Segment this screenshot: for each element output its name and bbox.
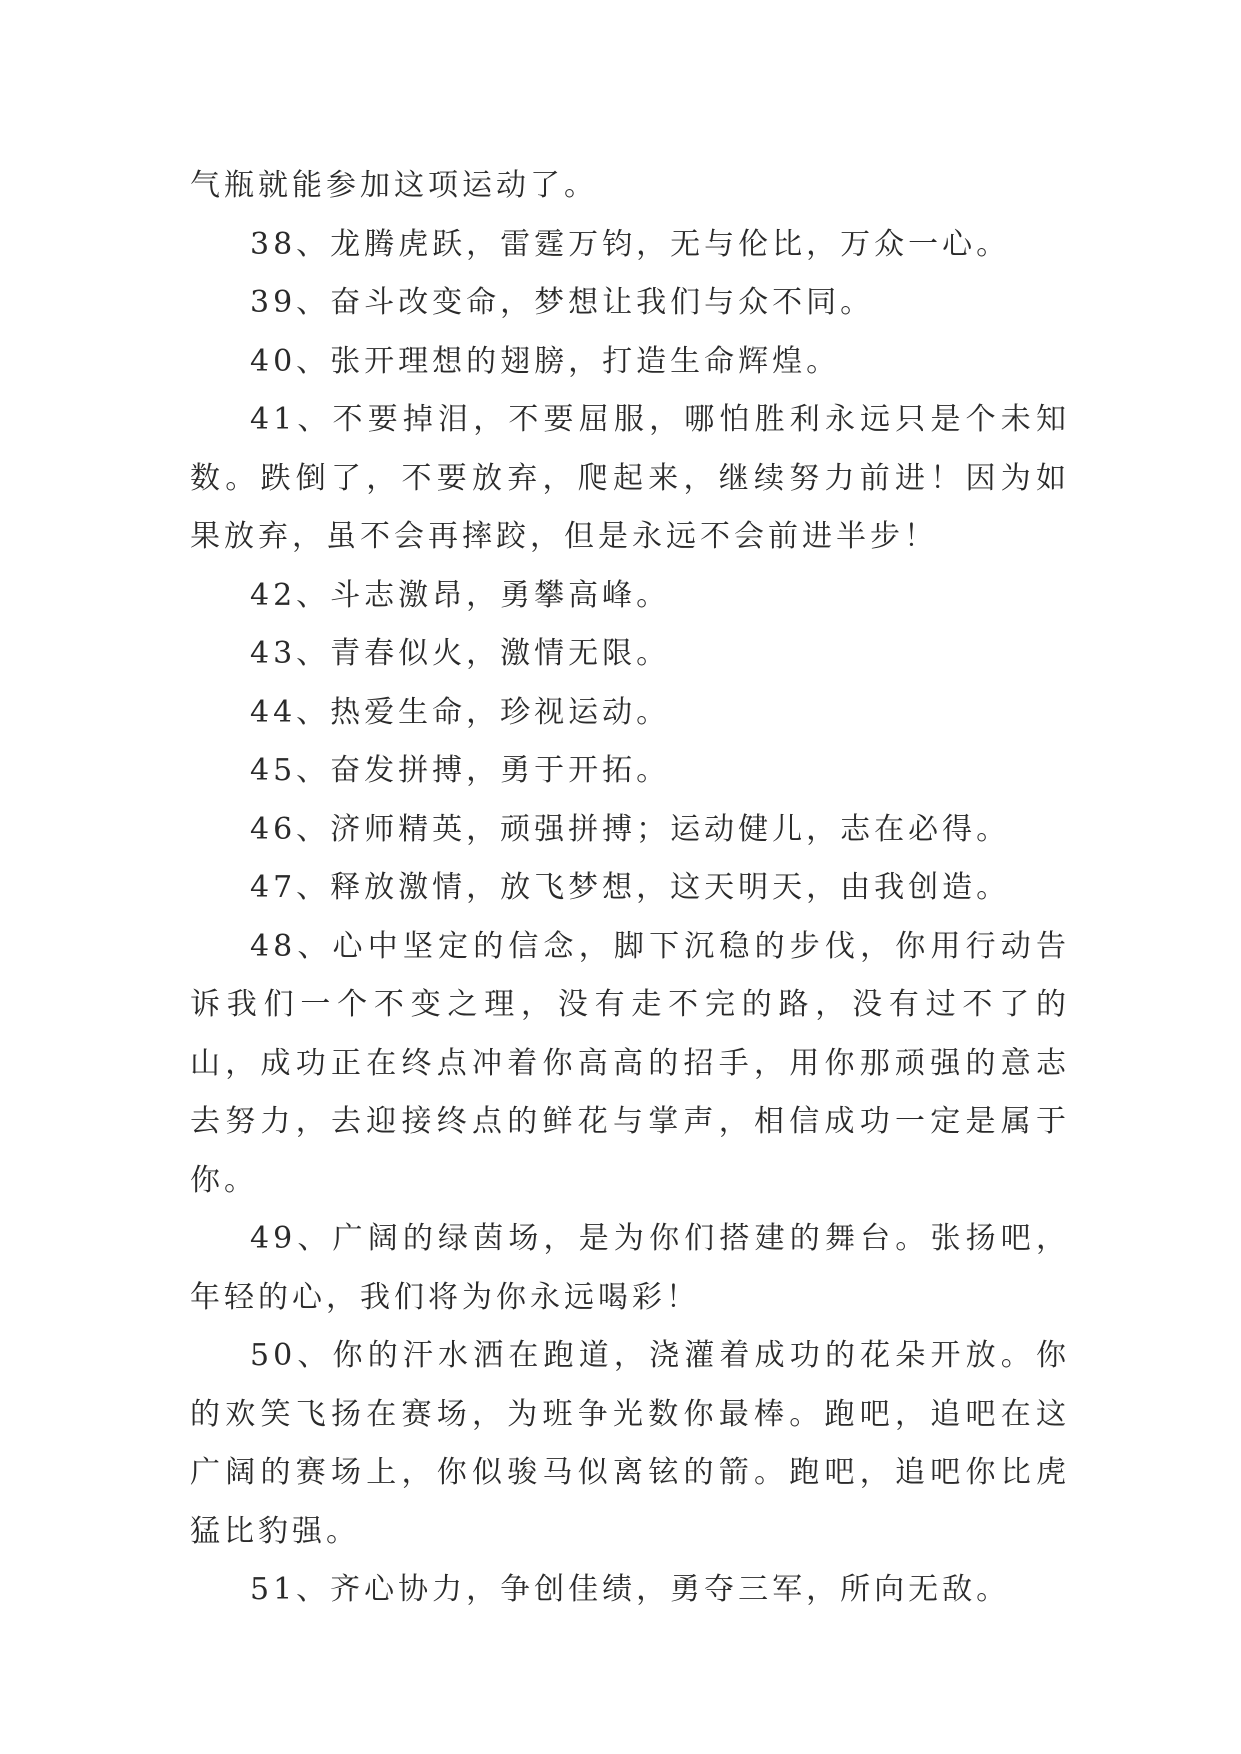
slogan-49: 49、广阔的绿茵场，是为你们搭建的舞台。张扬吧，年轻的心，我们将为你永远喝彩！ <box>190 1221 1070 1315</box>
slogan-45: 45、奋发拼搏，勇于开拓。 <box>250 753 671 788</box>
slogan-38: 38、龙腾虎跃，雷霆万钧，无与伦比，万众一心。 <box>250 226 1011 262</box>
slogan-50: 50、你的汗水洒在跑道，浇灌着成功的花朵开放。你的欢笑飞扬在赛场，为班争光数你最棒。跑吧，追吧在这广阔的赛场上，你似骏马似离铉的箭。跑吧，追吧你比虎猛比豹强。 <box>190 1338 1070 1549</box>
slogan-44: 44、热爱生命，珍视运动。 <box>250 694 671 730</box>
slogan-48: 48、心中坚定的信念，脚下沉稳的步伐，你用行动告诉我们一个不变之理，没有走不完的路，没有过不了的山，成功正在终点冲着你高高的招手，用你那顽强的意志去努力，去迎接终点的鲜花与掌声，相信成功一定是属于你。 <box>190 928 1070 1198</box>
paragraph-continuation: 气瓶就能参加这项运动了。 <box>190 168 598 203</box>
document-body <box>190 157 1070 1620</box>
slogan-51: 51、齐心协力，争创佳绩，勇夺三军，所向无敌。 <box>250 1572 1011 1607</box>
slogan-47: 47、释放激情，放飞梦想，这天明天，由我创造。 <box>250 870 1011 905</box>
slogan-42: 42、斗志激昂，勇攀高峰。 <box>250 577 671 613</box>
slogan-39: 39、奋斗改变命，梦想让我们与众不同。 <box>250 285 875 320</box>
slogan-43: 43、青春似火，激情无限。 <box>250 636 671 671</box>
slogan-41: 41、不要掉泪，不要屈服，哪怕胜利永远只是个未知数。跌倒了，不要放弃，爬起来，继续努力前进！因为如果放弃，虽不会再摔跤，但是永远不会前进半步！ <box>190 402 1070 554</box>
slogan-40: 40、张开理想的翅膀，打造生命辉煌。 <box>250 343 841 379</box>
slogan-46: 46、济师精英，顽强拼搏；运动健儿，志在必得。 <box>250 811 1011 847</box>
